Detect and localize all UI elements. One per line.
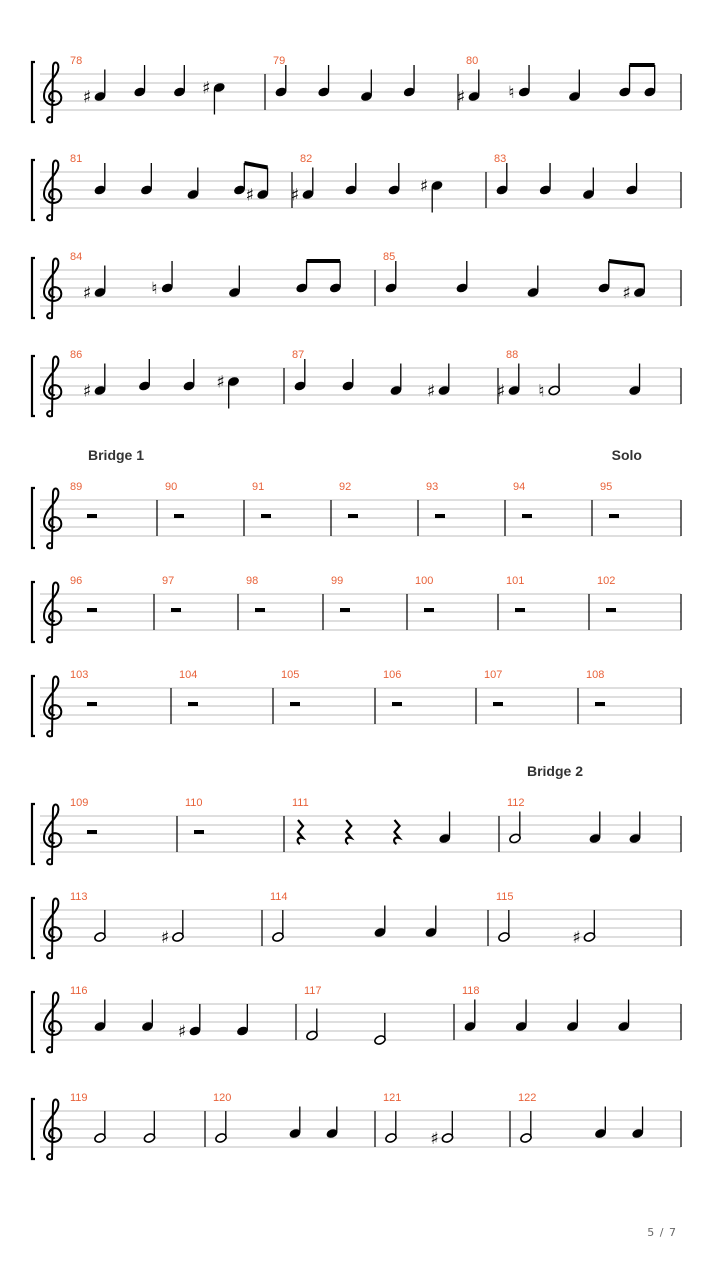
measure (292, 349, 450, 402)
sharp-icon: ♯ (245, 185, 254, 206)
measure-number: 116 (70, 985, 88, 997)
natural-icon: ♮ (538, 381, 545, 402)
note (385, 1111, 398, 1144)
measure-number: 102 (597, 575, 616, 587)
half-rest-icon (522, 514, 532, 518)
note (83, 70, 106, 108)
measure-number: 115 (496, 891, 514, 903)
half-rest-icon (606, 608, 616, 612)
measure-number: 84 (70, 251, 83, 263)
note (173, 65, 186, 98)
measure (70, 55, 226, 115)
natural-icon: ♮ (151, 279, 158, 299)
note (143, 1111, 156, 1144)
measure-number: 86 (70, 349, 83, 361)
note (202, 79, 225, 115)
half-rest-icon (194, 830, 204, 834)
staff-system (32, 891, 681, 958)
note (215, 1111, 228, 1144)
half-rest-icon (348, 514, 358, 518)
system-bracket (32, 676, 35, 736)
measure-number: 78 (70, 55, 83, 67)
page-indicator: 5 / 7 (647, 1226, 677, 1239)
note (275, 65, 288, 98)
measure-number: 100 (415, 575, 434, 587)
half-rest-icon (290, 702, 300, 706)
note (138, 359, 151, 392)
note (236, 1004, 249, 1037)
measure-number: 107 (484, 669, 503, 681)
note (625, 163, 638, 196)
note (317, 65, 330, 98)
half-rest-icon (392, 702, 402, 706)
measure-number: 122 (518, 1092, 537, 1104)
staff-system (32, 153, 681, 220)
measure (383, 251, 646, 304)
measure-number: 103 (70, 669, 89, 681)
sharp-icon: ♯ (419, 176, 429, 197)
staff-system (32, 575, 681, 642)
system-bracket (32, 804, 35, 864)
sharp-icon: ♯ (216, 372, 225, 393)
half-rest-icon (188, 702, 198, 706)
system-bracket (32, 992, 35, 1052)
note (508, 65, 530, 103)
quarter-rest-icon (346, 820, 351, 844)
note (374, 1013, 387, 1046)
measure (270, 891, 437, 943)
sharp-icon: ♯ (290, 185, 300, 206)
section-label-bridge1: Bridge 1 (88, 447, 145, 463)
beam (609, 261, 645, 266)
measure-number: 88 (506, 349, 519, 361)
half-rest-icon (171, 608, 181, 612)
staff-system (32, 1092, 681, 1159)
measure-number: 97 (162, 575, 175, 587)
measure-number: 119 (70, 1092, 88, 1104)
measure (70, 251, 342, 304)
measure-number: 121 (383, 1092, 402, 1104)
note (83, 364, 106, 402)
measure-number: 94 (513, 481, 526, 493)
sharp-icon: ♯ (430, 1129, 439, 1149)
sharp-icon: ♯ (177, 1022, 187, 1042)
sharp-icon: ♯ (202, 78, 211, 99)
measure-number: 113 (70, 891, 88, 903)
measure (518, 1092, 644, 1144)
measure (462, 985, 630, 1032)
measure-number: 83 (494, 153, 507, 165)
measure-number: 80 (466, 55, 479, 67)
measure-number: 85 (383, 251, 396, 263)
note (329, 261, 342, 294)
measure-number: 81 (70, 153, 83, 165)
half-rest-icon (595, 702, 605, 706)
measure-number: 93 (426, 481, 439, 493)
note (161, 910, 184, 948)
beam (244, 163, 267, 168)
note (622, 266, 645, 304)
measure-number: 87 (292, 349, 305, 361)
measure-number: 117 (304, 985, 322, 997)
measure (494, 153, 638, 200)
measure-number: 111 (292, 797, 309, 809)
note (572, 910, 595, 948)
measure-number: 96 (70, 575, 83, 587)
measure (291, 153, 443, 213)
note (272, 910, 285, 943)
note (403, 65, 416, 98)
note (233, 163, 246, 196)
measure-number: 114 (270, 891, 288, 903)
note (178, 1004, 201, 1042)
quarter-rest-icon (394, 820, 399, 844)
system-bracket (32, 1099, 35, 1159)
half-rest-icon (87, 830, 97, 834)
note (83, 266, 106, 304)
system-bracket (32, 258, 35, 318)
measure-number: 82 (300, 153, 313, 165)
sharp-icon: ♯ (622, 283, 631, 304)
measure (304, 985, 386, 1046)
half-rest-icon (424, 608, 434, 612)
note (496, 163, 509, 196)
system-bracket (32, 898, 35, 958)
measure (507, 797, 641, 844)
half-rest-icon (340, 608, 350, 612)
note (151, 261, 173, 299)
note (294, 359, 307, 392)
sharp-icon: ♯ (82, 381, 92, 402)
half-rest-icon (87, 608, 97, 612)
quarter-rest-icon (298, 820, 303, 844)
note (430, 1111, 453, 1149)
measure-number: 101 (506, 575, 525, 587)
staff-system (32, 481, 681, 548)
note (520, 1111, 533, 1144)
note (420, 177, 443, 213)
note (94, 910, 107, 943)
note (94, 163, 107, 196)
measure (292, 797, 451, 844)
note (388, 163, 401, 196)
half-rest-icon (609, 514, 619, 518)
measure-number: 90 (165, 481, 178, 493)
section-label-bridge2: Bridge 2 (526, 763, 583, 779)
measure-number: 92 (339, 481, 352, 493)
system-bracket (32, 356, 35, 416)
staff-system (32, 349, 681, 416)
measure-number: 109 (70, 797, 89, 809)
measure-number: 120 (213, 1092, 232, 1104)
staff-system (32, 251, 681, 318)
measure-number: 112 (507, 797, 525, 809)
staff-system (32, 55, 681, 122)
sharp-icon: ♯ (426, 381, 436, 402)
measure (497, 349, 641, 402)
note (618, 65, 631, 98)
note (291, 168, 314, 206)
staff-system (32, 797, 681, 864)
note (598, 261, 611, 294)
note (295, 261, 308, 294)
system-bracket (32, 160, 35, 220)
note (456, 261, 469, 294)
note (140, 163, 153, 196)
sharp-icon: ♯ (456, 87, 466, 108)
sharp-icon: ♯ (496, 381, 506, 402)
note (497, 364, 520, 402)
note (94, 1111, 107, 1144)
section-label-solo: Solo (611, 447, 642, 463)
half-rest-icon (515, 608, 525, 612)
half-rest-icon (493, 702, 503, 706)
natural-icon: ♮ (508, 83, 515, 103)
system-bracket (32, 62, 35, 122)
measure-number: 104 (179, 669, 198, 681)
note (457, 70, 480, 108)
note (342, 359, 355, 392)
measure (70, 1092, 156, 1144)
system-bracket (32, 488, 35, 548)
note (539, 163, 552, 196)
measure (457, 55, 656, 108)
measure-number: 108 (586, 669, 605, 681)
measure-number: 99 (331, 575, 344, 587)
note (498, 910, 511, 943)
note (216, 373, 239, 409)
note (133, 65, 146, 98)
measure (213, 1092, 338, 1144)
note (345, 163, 358, 196)
half-rest-icon (87, 702, 97, 706)
note (246, 168, 269, 206)
measure-number: 91 (252, 481, 265, 493)
measure-number: 89 (70, 481, 83, 493)
measure-number: 110 (185, 797, 203, 809)
half-rest-icon (174, 514, 184, 518)
note (427, 364, 450, 402)
system-bracket (32, 582, 35, 642)
half-rest-icon (255, 608, 265, 612)
note (538, 364, 560, 402)
measure-number: 118 (462, 985, 480, 997)
staff-system (32, 669, 681, 736)
note (183, 359, 196, 392)
measure-number: 105 (281, 669, 300, 681)
measure-number: 106 (383, 669, 402, 681)
sharp-icon: ♯ (82, 87, 92, 108)
sharp-icon: ♯ (82, 283, 92, 304)
half-rest-icon (87, 514, 97, 518)
measure (70, 153, 269, 206)
measure-number: 79 (273, 55, 286, 67)
measure (273, 55, 416, 102)
half-rest-icon (261, 514, 271, 518)
sharp-icon: ♯ (160, 928, 170, 948)
note (385, 261, 398, 294)
sharp-icon: ♯ (572, 928, 581, 948)
measure-number: 98 (246, 575, 259, 587)
note (644, 65, 657, 98)
half-rest-icon (435, 514, 445, 518)
measure-number: 95 (600, 481, 613, 493)
staff-system (32, 985, 681, 1052)
measure (70, 349, 240, 409)
